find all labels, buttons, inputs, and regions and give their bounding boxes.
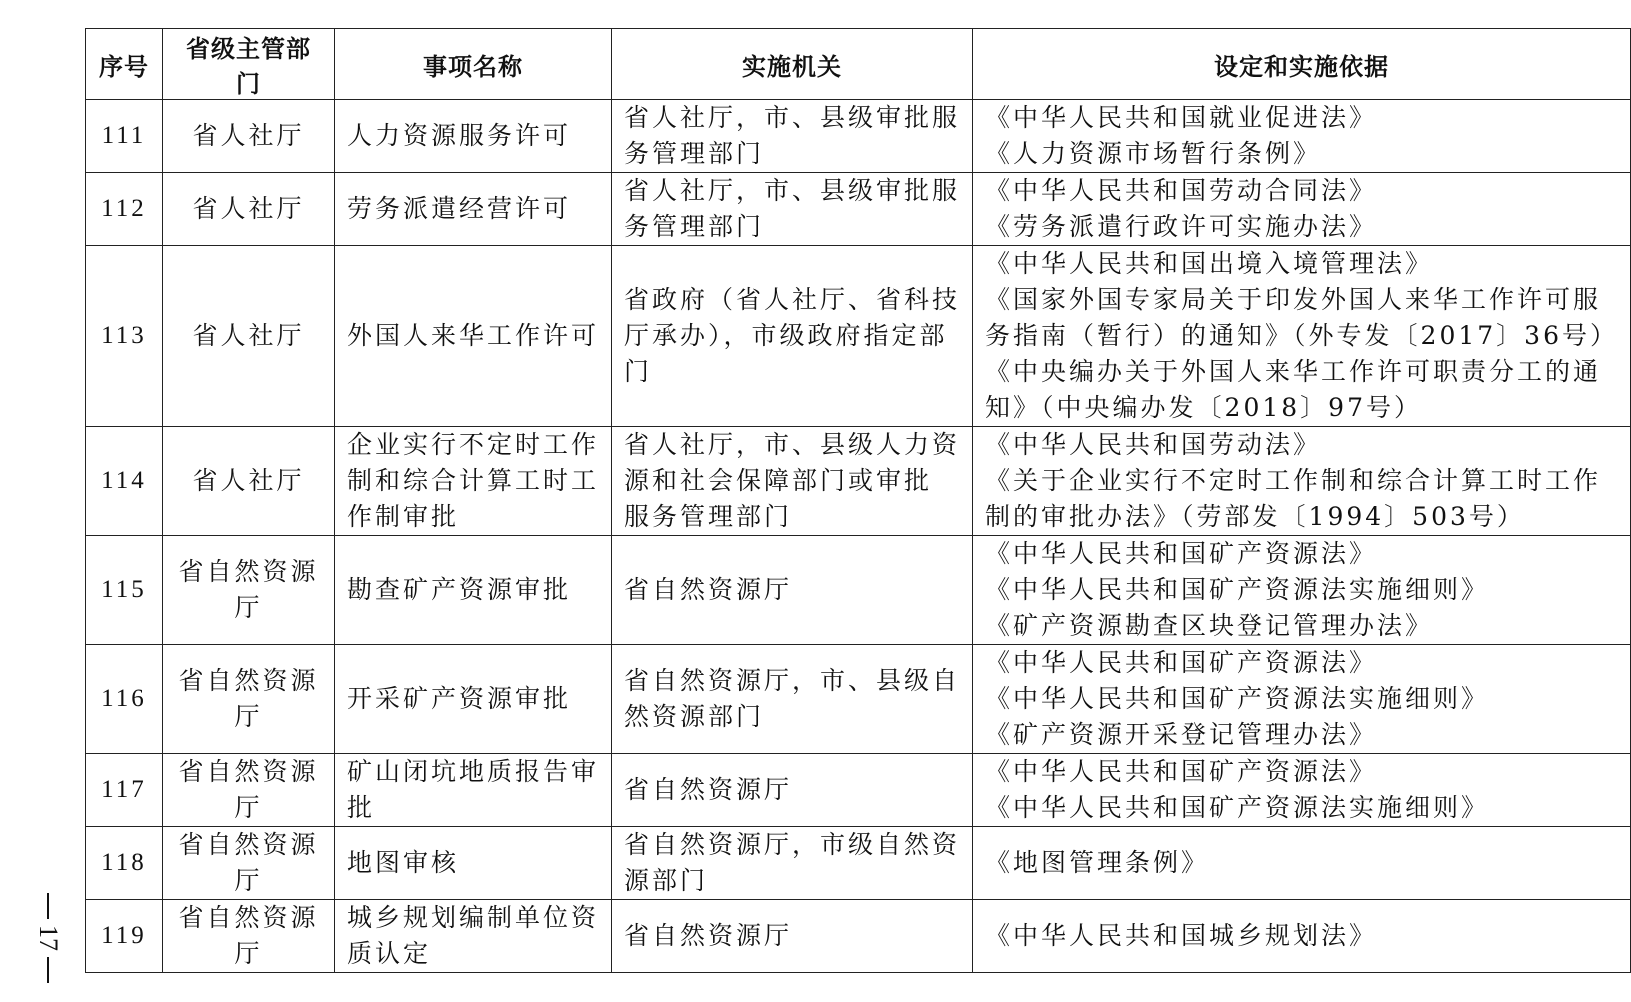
basis-cell xyxy=(973,827,1631,900)
header-item-name: 事项名称 xyxy=(335,29,612,100)
basis-line: 《中华人民共和国矿产资源法》 xyxy=(985,648,1378,677)
agency-line: 务管理部门 xyxy=(624,139,765,168)
item-name-cell xyxy=(335,754,612,827)
agency-line: 省人社厅，市、县级人力资 xyxy=(624,430,961,459)
department-cell: 省人社厅 xyxy=(162,100,334,173)
page-number-text: 17 xyxy=(34,925,63,951)
table-row xyxy=(86,100,1631,173)
department-cell: 省自然资源厅 xyxy=(162,827,334,900)
serial-number-cell: 117 xyxy=(86,754,163,827)
basis-cell xyxy=(973,173,1631,246)
agency-line: 省自然资源厅，市级自然资 xyxy=(624,830,961,859)
basis-line: 《矿产资源勘查区块登记管理办法》 xyxy=(985,611,1434,640)
item-name-cell xyxy=(335,645,612,754)
item-name-line: 企业实行不定时工作 xyxy=(347,430,600,459)
agency-cell xyxy=(612,427,973,536)
department-cell: 省人社厅 xyxy=(162,427,334,536)
item-name-line: 矿山闭坑地质报告审 xyxy=(347,757,600,786)
table-row xyxy=(86,754,1631,827)
basis-line: 《中华人民共和国矿产资源法实施细则》 xyxy=(985,684,1490,713)
item-name-line: 勘查矿产资源审批 xyxy=(347,575,572,604)
agency-cell xyxy=(612,900,973,973)
agency-line: 省自然资源厅，市、县级自 xyxy=(624,666,961,695)
basis-cell xyxy=(973,754,1631,827)
basis-line: 《矿产资源开采登记管理办法》 xyxy=(985,720,1378,749)
basis-line: 《中华人民共和国城乡规划法》 xyxy=(985,921,1378,950)
serial-number-cell: 113 xyxy=(86,246,163,427)
agency-cell xyxy=(612,100,973,173)
department-cell: 省人社厅 xyxy=(162,246,334,427)
page-number-dash-top xyxy=(47,893,49,919)
item-name-line: 制和综合计算工时工 xyxy=(347,466,600,495)
agency-line: 门 xyxy=(624,357,653,386)
page-number xyxy=(30,878,66,998)
basis-line: 务指南（暂行）的通知》（外专发〔2017〕36号） xyxy=(985,321,1618,350)
item-name-line: 城乡规划编制单位资 xyxy=(347,903,600,932)
agency-line: 省自然资源厅 xyxy=(624,921,793,950)
agency-line: 省自然资源厅 xyxy=(624,775,793,804)
basis-line: 《中华人民共和国矿产资源法实施细则》 xyxy=(985,575,1490,604)
agency-cell xyxy=(612,246,973,427)
basis-cell xyxy=(973,536,1631,645)
basis-line: 《中华人民共和国就业促进法》 xyxy=(985,103,1378,132)
agency-line: 源部门 xyxy=(624,866,709,895)
basis-line: 《中央编办关于外国人来华工作许可职责分工的通 xyxy=(985,357,1602,386)
serial-number-cell: 114 xyxy=(86,427,163,536)
basis-cell xyxy=(973,100,1631,173)
table-row xyxy=(86,827,1631,900)
header-serial-number: 序号 xyxy=(86,29,163,100)
table-row xyxy=(86,246,1631,427)
table-row xyxy=(86,900,1631,973)
items-table xyxy=(85,28,1631,973)
page-number-dash-bottom xyxy=(47,957,49,983)
item-name-line: 作制审批 xyxy=(347,502,460,531)
basis-line: 知》（中央编办发〔2018〕97号） xyxy=(985,393,1422,422)
basis-line: 《人力资源市场暂行条例》 xyxy=(985,139,1322,168)
table-row xyxy=(86,645,1631,754)
item-name-line: 外国人来华工作许可 xyxy=(347,321,600,350)
table-row xyxy=(86,173,1631,246)
item-name-cell xyxy=(335,246,612,427)
agency-line: 省自然资源厅 xyxy=(624,575,793,604)
item-name-line: 地图审核 xyxy=(347,848,460,877)
basis-line: 《关于企业实行不定时工作制和综合计算工时工作 xyxy=(985,466,1602,495)
agency-line: 务管理部门 xyxy=(624,212,765,241)
agency-cell xyxy=(612,827,973,900)
agency-cell xyxy=(612,536,973,645)
header-implementing-agency: 实施机关 xyxy=(612,29,973,100)
agency-line: 源和社会保障部门或审批 xyxy=(624,466,933,495)
department-cell: 省人社厅 xyxy=(162,173,334,246)
agency-line: 省政府（省人社厅、省科技 xyxy=(624,285,961,314)
department-cell: 省自然资源厅 xyxy=(162,645,334,754)
basis-cell xyxy=(973,427,1631,536)
agency-line: 服务管理部门 xyxy=(624,502,793,531)
basis-cell xyxy=(973,645,1631,754)
agency-cell xyxy=(612,173,973,246)
serial-number-cell: 119 xyxy=(86,900,163,973)
department-cell: 省自然资源厅 xyxy=(162,754,334,827)
table-row xyxy=(86,427,1631,536)
basis-line: 《中华人民共和国劳动法》 xyxy=(985,430,1322,459)
basis-cell xyxy=(973,900,1631,973)
department-cell: 省自然资源厅 xyxy=(162,536,334,645)
basis-line: 制的审批办法》（劳部发〔1994〕503号） xyxy=(985,502,1525,531)
header-legal-basis: 设定和实施依据 xyxy=(973,29,1631,100)
agency-cell xyxy=(612,645,973,754)
serial-number-cell: 111 xyxy=(86,100,163,173)
item-name-cell xyxy=(335,900,612,973)
table-header-row xyxy=(86,29,1631,100)
serial-number-cell: 118 xyxy=(86,827,163,900)
department-cell: 省自然资源厅 xyxy=(162,900,334,973)
basis-line: 《劳务派遣行政许可实施办法》 xyxy=(985,212,1378,241)
agency-line: 然资源部门 xyxy=(624,702,765,731)
serial-number-cell: 116 xyxy=(86,645,163,754)
basis-line: 《国家外国专家局关于印发外国人来华工作许可服 xyxy=(985,285,1602,314)
item-name-cell xyxy=(335,536,612,645)
item-name-cell xyxy=(335,827,612,900)
item-name-cell xyxy=(335,100,612,173)
item-name-line: 质认定 xyxy=(347,939,432,968)
serial-number-cell: 115 xyxy=(86,536,163,645)
agency-line: 省人社厅，市、县级审批服 xyxy=(624,176,961,205)
item-name-cell xyxy=(335,173,612,246)
basis-line: 《地图管理条例》 xyxy=(985,848,1210,877)
basis-line: 《中华人民共和国矿产资源法实施细则》 xyxy=(985,793,1490,822)
header-provincial-department: 省级主管部门 xyxy=(162,29,334,100)
basis-line: 《中华人民共和国劳动合同法》 xyxy=(985,176,1378,205)
item-name-cell xyxy=(335,427,612,536)
table-row xyxy=(86,536,1631,645)
basis-cell xyxy=(973,246,1631,427)
item-name-line: 人力资源服务许可 xyxy=(347,121,572,150)
basis-line: 《中华人民共和国出境入境管理法》 xyxy=(985,249,1434,278)
serial-number-cell: 112 xyxy=(86,173,163,246)
agency-line: 厅承办），市级政府指定部 xyxy=(624,321,948,350)
agency-cell xyxy=(612,754,973,827)
agency-line: 省人社厅，市、县级审批服 xyxy=(624,103,961,132)
item-name-line: 开采矿产资源审批 xyxy=(347,684,572,713)
basis-line: 《中华人民共和国矿产资源法》 xyxy=(985,757,1378,786)
item-name-line: 批 xyxy=(347,793,376,822)
basis-line: 《中华人民共和国矿产资源法》 xyxy=(985,539,1378,568)
item-name-line: 劳务派遣经营许可 xyxy=(347,194,572,223)
